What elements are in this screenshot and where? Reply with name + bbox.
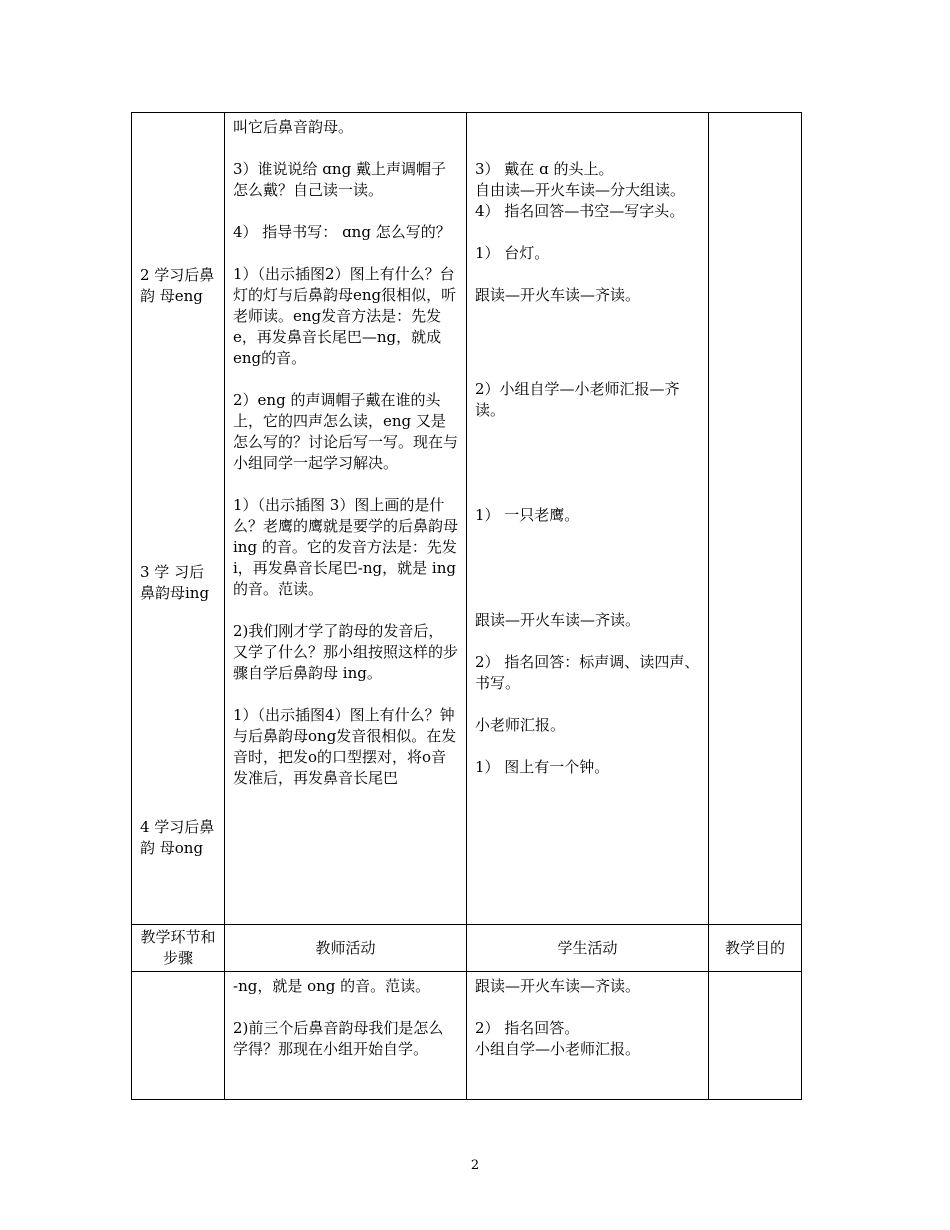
table-row	[132, 972, 802, 1100]
page-number: 2	[470, 1158, 480, 1173]
student-text: 小组自学—小老师汇报。	[475, 1040, 641, 1058]
student-text: 跟读—开火车读—齐读。	[475, 286, 641, 304]
student-text: 2） 指名回答。	[475, 1019, 580, 1037]
step-label: 4 学习后鼻 韵 母ong	[140, 818, 215, 857]
header-purpose: 教学目的	[709, 925, 802, 972]
teacher-text: 2）eng 的声调帽子戴在谁的头上，它的四声怎么读，eng 又是怎么写的？讨论后写一写。现在与小组同学一起学习解决。	[233, 391, 459, 472]
step-cell	[132, 972, 225, 1100]
student-text: 跟读—开火车读—齐读。	[475, 977, 641, 995]
teacher-text: 3）谁说说给 ɑng 戴上声调帽子怎么戴？自己读一读。	[233, 160, 446, 199]
lesson-plan-table	[131, 112, 802, 1100]
student-activity-cell	[467, 972, 709, 1100]
teacher-text: -ng，就是 ong 的音。范读。	[233, 977, 431, 995]
student-text: 1） 图上有一个钟。	[475, 758, 610, 776]
teacher-text: 1）（出示插图4）图上有什么？钟与后鼻韵母ong发音很相似。在发音时，把发o的口型摆对，将o音发准后，再发鼻音长尾巴	[233, 706, 457, 787]
teacher-text: 4） 指导书写： ɑng 怎么写的？	[233, 223, 451, 241]
header-teacher: 教师活动	[225, 925, 467, 972]
purpose-cell	[709, 972, 802, 1100]
teacher-text: 1）（出示插图 3）图上画的是什么？老鹰的鹰就是要学的后鼻韵母 ing 的音。它的发音方法是：先发 i，再发鼻音长尾巴-ng，就是 ing 的音。范读。	[233, 496, 459, 598]
teacher-text: 2)我们刚才学了韵母的发音后，又学了什么？那小组按照这样的步骤自学后鼻韵母 ing。	[233, 622, 459, 682]
header-step: 教学环节和步骤	[132, 925, 225, 972]
student-text: 小老师汇报。	[475, 716, 566, 734]
student-text: 3） 戴在 ɑ 的头上。	[475, 160, 614, 178]
purpose-cell	[709, 113, 802, 925]
teacher-activity-cell	[225, 113, 467, 925]
step-label: 2 学习后鼻 韵 母eng	[140, 266, 215, 305]
step-label: 3 学 习后鼻韵母ing	[140, 563, 210, 602]
student-text: 4） 指名回答—书空—写字头。	[475, 202, 685, 220]
teacher-text: 1）（出示插图2）图上有什么？台灯的灯与后鼻韵母eng很相似，听老师读。eng发音方法是：先发e，再发鼻音长尾巴—ng，就成eng的音。	[233, 265, 457, 367]
student-activity-cell	[467, 113, 709, 925]
student-text: 跟读—开火车读—齐读。	[475, 611, 641, 629]
teacher-text: 叫它后鼻音韵母。	[233, 118, 354, 136]
step-cell	[132, 113, 225, 925]
table-header-row	[132, 925, 802, 972]
table-row	[132, 113, 802, 925]
student-text: 2）小组自学—小老师汇报—齐读。	[475, 380, 680, 419]
teacher-text: 2)前三个后鼻音韵母我们是怎么学得？那现在小组开始自学。	[233, 1019, 444, 1058]
student-text: 1） 一只老鹰。	[475, 506, 580, 524]
student-text: 自由读—开火车读—分大组读。	[475, 181, 686, 199]
teacher-activity-cell	[225, 972, 467, 1100]
student-text: 2） 指名回答：标声调、读四声、书写。	[475, 653, 700, 692]
student-text: 1） 台灯。	[475, 244, 550, 262]
header-student: 学生活动	[467, 925, 709, 972]
